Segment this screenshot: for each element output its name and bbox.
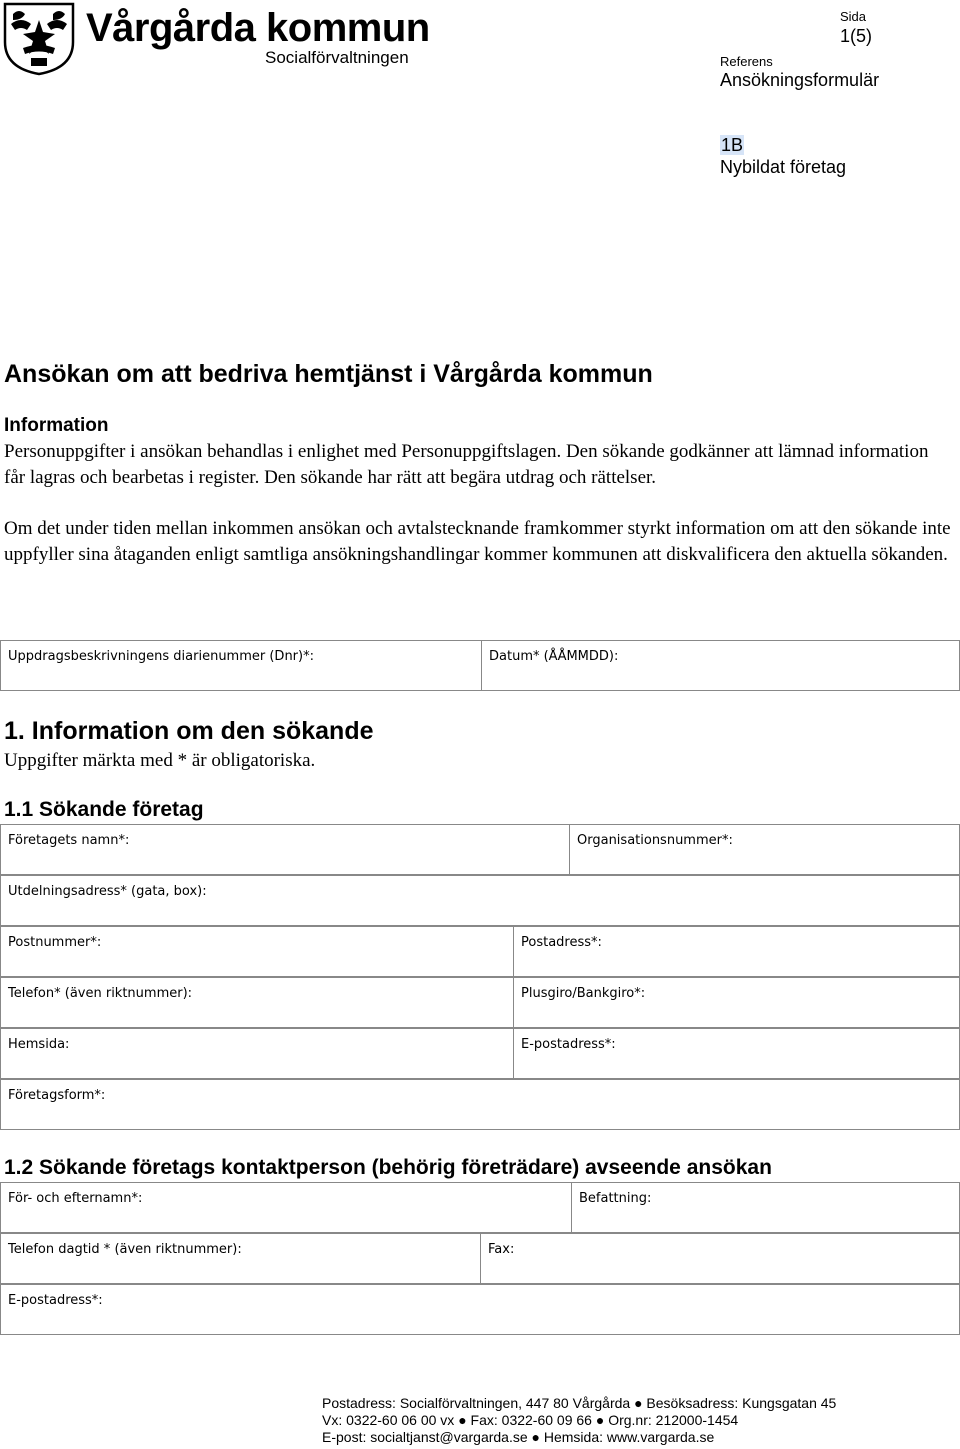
giro-field[interactable]: Plusgiro/Bankgiro*: — [513, 978, 959, 1027]
fax-field[interactable]: Fax: — [480, 1234, 959, 1283]
address-field[interactable]: Utdelningsadress* (gata, box): — [8, 884, 207, 899]
form-description: Nybildat företag — [720, 157, 847, 177]
contact-phone-field[interactable]: Telefon dagtid * (även riktnummer): — [8, 1242, 242, 1257]
phone-field[interactable]: Telefon* (även riktnummer): — [8, 986, 193, 1001]
contact-name-field[interactable]: För- och efternamn*: — [8, 1191, 143, 1206]
footer-phone-info: Vx: 0322-60 06 00 vx ● Fax: 0322-60 09 66 ● Org.nr: 212000-1454 — [322, 1412, 739, 1428]
privacy-paragraph: Personuppgifter i ansökan behandlas i enlighet med Personuppgiftslagen. Den sökande godkänner att lämnad information får lagras och bearbetas i register. Den sökande har rätt att begära utdrag och rättelser. — [4, 441, 929, 488]
municipality-name: Vårgårda kommun — [86, 6, 430, 50]
page-title: Ansökan om att bedriva hemtjänst i Vårgårda kommun — [4, 360, 653, 388]
company-row-1 — [0, 824, 960, 875]
position-field[interactable]: Befattning: — [571, 1183, 959, 1232]
footer-web-info: E-post: socialtjanst@vargarda.se ● Hemsida: www.vargarda.se — [322, 1429, 715, 1445]
form-code: 1B — [721, 135, 744, 155]
company-name-field[interactable]: Företagets namn*: — [8, 833, 130, 848]
company-row-5 — [0, 1028, 960, 1079]
company-row-6 — [0, 1079, 960, 1130]
postal-code-field[interactable]: Postnummer*: — [8, 935, 102, 950]
contact-row-3 — [0, 1284, 960, 1335]
company-row-3 — [0, 926, 960, 977]
company-row-4 — [0, 977, 960, 1028]
section-1-2-heading: 1.2 Sökande företags kontaktperson (behörig företrädare) avseende ansökan — [4, 1156, 772, 1179]
company-email-field[interactable]: E-postadress*: — [513, 1029, 959, 1078]
org-number-field[interactable]: Organisationsnummer*: — [569, 825, 959, 874]
section-1-heading: 1. Information om den sökande — [4, 717, 374, 745]
page-label: Sida — [840, 9, 867, 24]
reference-label: Referens — [720, 54, 773, 69]
contact-row-1 — [0, 1182, 960, 1233]
section-1-1-heading: 1.1 Sökande företag — [4, 798, 204, 821]
company-row-2 — [0, 875, 960, 926]
dnr-field[interactable]: Uppdragsbeskrivningens diarienummer (Dnr)*: — [8, 649, 314, 664]
information-heading: Information — [4, 415, 109, 436]
postal-address-field[interactable]: Postadress*: — [513, 927, 959, 976]
contact-email-field[interactable]: E-postadress*: — [8, 1293, 103, 1308]
reference-value: Ansökningsformulär — [720, 70, 880, 90]
contact-row-2 — [0, 1233, 960, 1284]
date-field[interactable]: Datum* (ÅÅMMDD): — [481, 641, 959, 690]
website-field[interactable]: Hemsida: — [8, 1037, 70, 1052]
dnr-date-row — [0, 640, 960, 691]
department-name: Socialförvaltningen — [265, 48, 409, 67]
company-form-field[interactable]: Företagsform*: — [8, 1088, 106, 1103]
footer-postal-address: Postadress: Socialförvaltningen, 447 80 Vårgårda ● Besöksadress: Kungsgatan 45 — [322, 1395, 837, 1411]
mandatory-note: Uppgifter märkta med * är obligatoriska. — [4, 750, 316, 771]
page-number: 1(5) — [840, 26, 873, 46]
coat-of-arms-logo — [3, 2, 75, 76]
disqualification-paragraph: Om det under tiden mellan inkommen ansökan och avtalstecknande framkommer styrkt information om att den sökande inte uppfyller sina åtaganden enligt samtliga ansökningshandlingar kommer kommunen att diskvalificera den aktuella sökanden. — [4, 518, 951, 565]
